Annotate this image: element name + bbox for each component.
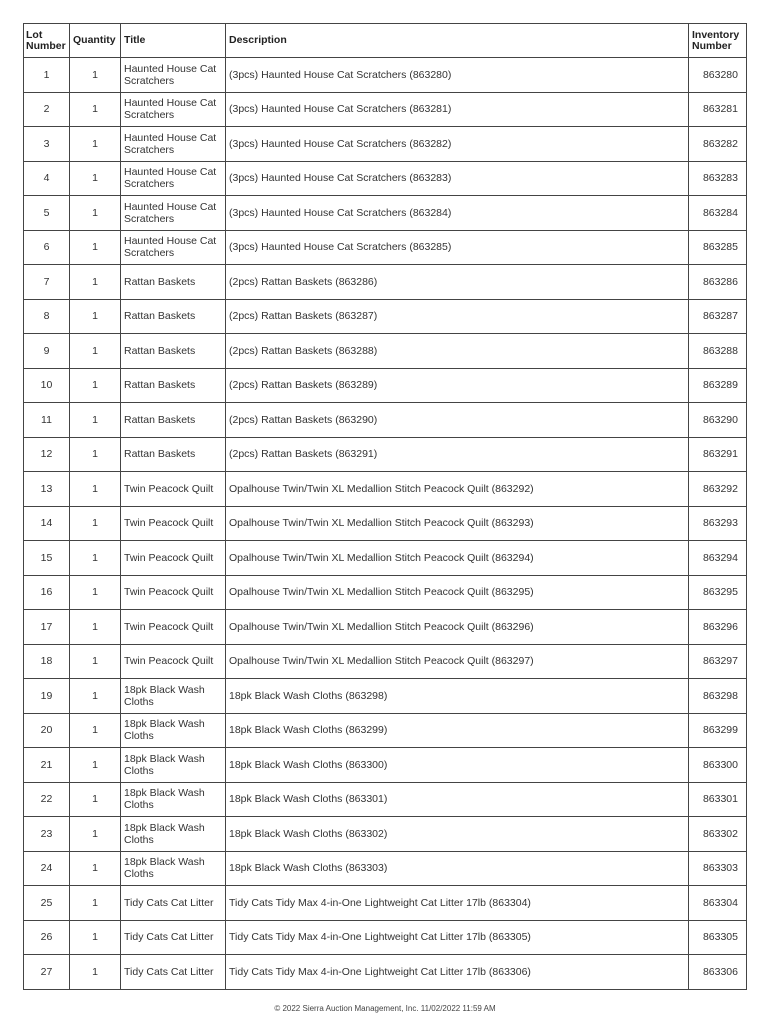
lot-number-cell: 6 (24, 230, 70, 265)
lot-number-cell: 12 (24, 437, 70, 472)
title-cell: Haunted House Cat Scratchers (121, 127, 226, 162)
table-row (24, 575, 747, 610)
description-cell: 18pk Black Wash Cloths (863299) (226, 713, 689, 748)
description-cell: Opalhouse Twin/Twin XL Medallion Stitch Peacock Quilt (863292) (226, 472, 689, 507)
quantity-cell: 1 (70, 713, 121, 748)
title-cell: 18pk Black Wash Cloths (121, 817, 226, 852)
description-cell: (3pcs) Haunted House Cat Scratchers (863281) (226, 92, 689, 127)
description-cell: Tidy Cats Tidy Max 4-in-One Lightweight Cat Litter 17lb (863304) (226, 886, 689, 921)
table-header-row (24, 24, 747, 58)
table-row (24, 196, 747, 231)
quantity-cell: 1 (70, 748, 121, 783)
lot-number-cell: 11 (24, 403, 70, 438)
inventory-number-cell: 863292 (689, 472, 747, 507)
table-row (24, 368, 747, 403)
lot-number-cell: 5 (24, 196, 70, 231)
inventory-number-cell: 863305 (689, 920, 747, 955)
title-cell: Tidy Cats Cat Litter (121, 955, 226, 990)
header-description: Description (226, 24, 689, 58)
lot-number-cell: 26 (24, 920, 70, 955)
title-cell: Tidy Cats Cat Litter (121, 886, 226, 921)
table-body (24, 58, 747, 990)
description-cell: Tidy Cats Tidy Max 4-in-One Lightweight Cat Litter 17lb (863306) (226, 955, 689, 990)
quantity-cell: 1 (70, 403, 121, 438)
title-cell: Twin Peacock Quilt (121, 644, 226, 679)
header-quantity: Quantity (70, 24, 121, 58)
quantity-cell: 1 (70, 782, 121, 817)
inventory-number-cell: 863296 (689, 610, 747, 645)
inventory-number-cell: 863300 (689, 748, 747, 783)
title-cell: Rattan Baskets (121, 368, 226, 403)
quantity-cell: 1 (70, 368, 121, 403)
title-cell: Rattan Baskets (121, 403, 226, 438)
table-row (24, 506, 747, 541)
table-row (24, 403, 747, 438)
lot-number-cell: 17 (24, 610, 70, 645)
description-cell: Opalhouse Twin/Twin XL Medallion Stitch Peacock Quilt (863297) (226, 644, 689, 679)
table-row (24, 679, 747, 714)
title-cell: Rattan Baskets (121, 334, 226, 369)
inventory-number-cell: 863298 (689, 679, 747, 714)
title-cell: Rattan Baskets (121, 299, 226, 334)
lot-number-cell: 23 (24, 817, 70, 852)
inventory-number-cell: 863299 (689, 713, 747, 748)
quantity-cell: 1 (70, 265, 121, 300)
quantity-cell: 1 (70, 92, 121, 127)
lot-number-cell: 14 (24, 506, 70, 541)
lot-number-cell: 25 (24, 886, 70, 921)
description-cell: 18pk Black Wash Cloths (863302) (226, 817, 689, 852)
inventory-number-cell: 863282 (689, 127, 747, 162)
quantity-cell: 1 (70, 541, 121, 576)
description-cell: (2pcs) Rattan Baskets (863286) (226, 265, 689, 300)
quantity-cell: 1 (70, 920, 121, 955)
table-row (24, 265, 747, 300)
title-cell: Haunted House Cat Scratchers (121, 196, 226, 231)
header-lot-number: Lot Number (24, 24, 70, 58)
inventory-number-cell: 863281 (689, 92, 747, 127)
title-cell: Rattan Baskets (121, 265, 226, 300)
description-cell: (3pcs) Haunted House Cat Scratchers (863280) (226, 58, 689, 93)
title-cell: 18pk Black Wash Cloths (121, 679, 226, 714)
lot-number-cell: 8 (24, 299, 70, 334)
description-cell: (2pcs) Rattan Baskets (863291) (226, 437, 689, 472)
title-cell: Haunted House Cat Scratchers (121, 58, 226, 93)
quantity-cell: 1 (70, 817, 121, 852)
description-cell: Opalhouse Twin/Twin XL Medallion Stitch Peacock Quilt (863293) (226, 506, 689, 541)
lot-number-cell: 3 (24, 127, 70, 162)
description-cell: (2pcs) Rattan Baskets (863289) (226, 368, 689, 403)
table-row (24, 334, 747, 369)
inventory-number-cell: 863287 (689, 299, 747, 334)
lot-number-cell: 13 (24, 472, 70, 507)
table-row (24, 127, 747, 162)
table-row (24, 644, 747, 679)
quantity-cell: 1 (70, 299, 121, 334)
title-cell: Twin Peacock Quilt (121, 541, 226, 576)
lot-number-cell: 9 (24, 334, 70, 369)
title-cell: Tidy Cats Cat Litter (121, 920, 226, 955)
inventory-number-cell: 863304 (689, 886, 747, 921)
lot-number-cell: 10 (24, 368, 70, 403)
description-cell: (3pcs) Haunted House Cat Scratchers (863282) (226, 127, 689, 162)
title-cell: Twin Peacock Quilt (121, 575, 226, 610)
quantity-cell: 1 (70, 472, 121, 507)
inventory-number-cell: 863306 (689, 955, 747, 990)
lot-number-cell: 16 (24, 575, 70, 610)
quantity-cell: 1 (70, 851, 121, 886)
inventory-number-cell: 863303 (689, 851, 747, 886)
inventory-number-cell: 863280 (689, 58, 747, 93)
lot-number-cell: 1 (24, 58, 70, 93)
description-cell: (3pcs) Haunted House Cat Scratchers (863285) (226, 230, 689, 265)
page-footer: © 2022 Sierra Auction Management, Inc. 11/02/2022 11:59 AM (274, 1004, 496, 1013)
title-cell: 18pk Black Wash Cloths (121, 851, 226, 886)
title-cell: Haunted House Cat Scratchers (121, 92, 226, 127)
title-cell: Haunted House Cat Scratchers (121, 161, 226, 196)
title-cell: Twin Peacock Quilt (121, 610, 226, 645)
title-cell: 18pk Black Wash Cloths (121, 782, 226, 817)
inventory-number-cell: 863284 (689, 196, 747, 231)
lot-number-cell: 4 (24, 161, 70, 196)
description-cell: 18pk Black Wash Cloths (863300) (226, 748, 689, 783)
quantity-cell: 1 (70, 679, 121, 714)
table-row (24, 886, 747, 921)
auction-lot-table-container (23, 23, 747, 990)
table-row (24, 299, 747, 334)
table-row (24, 92, 747, 127)
quantity-cell: 1 (70, 886, 121, 921)
lot-number-cell: 21 (24, 748, 70, 783)
lot-number-cell: 24 (24, 851, 70, 886)
description-cell: (3pcs) Haunted House Cat Scratchers (863284) (226, 196, 689, 231)
inventory-number-cell: 863286 (689, 265, 747, 300)
inventory-number-cell: 863293 (689, 506, 747, 541)
table-row (24, 955, 747, 990)
quantity-cell: 1 (70, 955, 121, 990)
description-cell: 18pk Black Wash Cloths (863303) (226, 851, 689, 886)
table-row (24, 713, 747, 748)
quantity-cell: 1 (70, 575, 121, 610)
table-row (24, 541, 747, 576)
inventory-number-cell: 863302 (689, 817, 747, 852)
inventory-number-cell: 863283 (689, 161, 747, 196)
inventory-number-cell: 863291 (689, 437, 747, 472)
title-cell: Haunted House Cat Scratchers (121, 230, 226, 265)
table-row (24, 920, 747, 955)
quantity-cell: 1 (70, 127, 121, 162)
description-cell: Tidy Cats Tidy Max 4-in-One Lightweight Cat Litter 17lb (863305) (226, 920, 689, 955)
title-cell: 18pk Black Wash Cloths (121, 713, 226, 748)
title-cell: Rattan Baskets (121, 437, 226, 472)
inventory-number-cell: 863285 (689, 230, 747, 265)
lot-number-cell: 7 (24, 265, 70, 300)
inventory-number-cell: 863301 (689, 782, 747, 817)
quantity-cell: 1 (70, 610, 121, 645)
inventory-number-cell: 863289 (689, 368, 747, 403)
lot-number-cell: 20 (24, 713, 70, 748)
table-row (24, 230, 747, 265)
description-cell: (2pcs) Rattan Baskets (863288) (226, 334, 689, 369)
lot-number-cell: 18 (24, 644, 70, 679)
lot-number-cell: 2 (24, 92, 70, 127)
lot-number-cell: 22 (24, 782, 70, 817)
description-cell: (3pcs) Haunted House Cat Scratchers (863283) (226, 161, 689, 196)
inventory-number-cell: 863288 (689, 334, 747, 369)
quantity-cell: 1 (70, 437, 121, 472)
table-row (24, 161, 747, 196)
description-cell: (2pcs) Rattan Baskets (863290) (226, 403, 689, 438)
table-row (24, 817, 747, 852)
description-cell: 18pk Black Wash Cloths (863298) (226, 679, 689, 714)
table-row (24, 437, 747, 472)
description-cell: (2pcs) Rattan Baskets (863287) (226, 299, 689, 334)
table-row (24, 610, 747, 645)
table-row (24, 472, 747, 507)
inventory-number-cell: 863297 (689, 644, 747, 679)
title-cell: 18pk Black Wash Cloths (121, 748, 226, 783)
description-cell: Opalhouse Twin/Twin XL Medallion Stitch Peacock Quilt (863295) (226, 575, 689, 610)
description-cell: Opalhouse Twin/Twin XL Medallion Stitch Peacock Quilt (863294) (226, 541, 689, 576)
inventory-number-cell: 863294 (689, 541, 747, 576)
table-row (24, 748, 747, 783)
auction-lot-table (23, 23, 747, 990)
table-row (24, 782, 747, 817)
lot-number-cell: 15 (24, 541, 70, 576)
quantity-cell: 1 (70, 230, 121, 265)
lot-number-cell: 27 (24, 955, 70, 990)
lot-number-cell: 19 (24, 679, 70, 714)
header-title: Title (121, 24, 226, 58)
quantity-cell: 1 (70, 334, 121, 369)
description-cell: Opalhouse Twin/Twin XL Medallion Stitch Peacock Quilt (863296) (226, 610, 689, 645)
quantity-cell: 1 (70, 506, 121, 541)
description-cell: 18pk Black Wash Cloths (863301) (226, 782, 689, 817)
quantity-cell: 1 (70, 161, 121, 196)
title-cell: Twin Peacock Quilt (121, 472, 226, 507)
quantity-cell: 1 (70, 196, 121, 231)
header-inventory-number: Inventory Number (689, 24, 747, 58)
inventory-number-cell: 863295 (689, 575, 747, 610)
table-row (24, 851, 747, 886)
inventory-number-cell: 863290 (689, 403, 747, 438)
table-row (24, 58, 747, 93)
quantity-cell: 1 (70, 58, 121, 93)
title-cell: Twin Peacock Quilt (121, 506, 226, 541)
quantity-cell: 1 (70, 644, 121, 679)
